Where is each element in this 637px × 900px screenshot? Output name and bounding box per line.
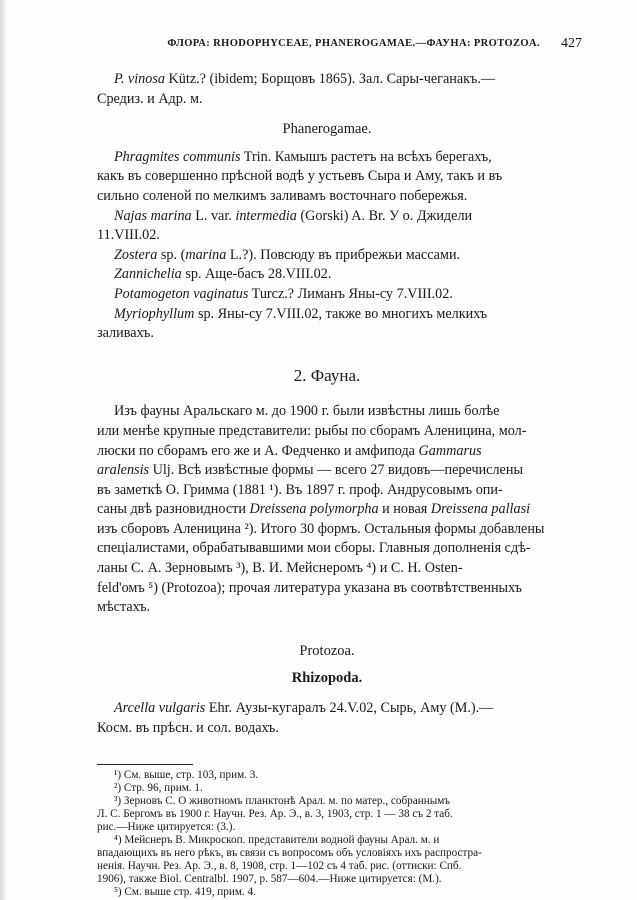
footnote-5: ⁵) См. выше стр. 419, прим. 4. [114,886,256,899]
fauna-paragraph-line [97,461,557,481]
chapter-heading-fauna: 2. Фауна. [293,365,361,385]
running-title: ФЛОРА: RHODOPHYCEAE, PHANEROGAMAE.—ФАУНА: PROTOZOA. [167,38,540,49]
fauna-paragraph-line: feld'омъ ⁵) (Protozoa); прочая литература указана въ соотвѣтственныхъ [97,579,522,596]
entry-text: sp. Аще-басъ 28.VIII.02. [181,266,332,283]
entry-text: sp. Яны-су 7.VIII.02, также во многихъ мелкихъ [194,305,488,322]
footnote-divider [97,764,193,765]
entry-phragmites [97,148,557,168]
entry-text: sp. ( [157,246,186,263]
footnote-3: ³) Зерновъ С. О животномъ планктонѣ Арал. м. по матер., собраннымъ [114,795,451,808]
fauna-paragraph-line: въ заметкѣ О. Гримма (1881 ¹). Въ 1897 г. проф. Андрусовымъ опи- [97,481,503,498]
entry-potamogeton [97,285,557,305]
footnotes [97,769,557,899]
section-heading-phanerogamae: Phanerogamae. [282,121,372,138]
entry-line: 11.VIII.02. [97,227,160,244]
running-header [0,38,637,54]
taxon-name: Potamogeton vaginatus [114,285,249,302]
taxon-name: P. vinosa [114,71,165,87]
taxon-variety: intermedia [235,207,297,224]
fauna-paragraph-line: спеціалистами, обрабатывавшими мои сборы. Главныя дополненія сдѣ- [97,540,531,557]
entry-line: заливахъ. [97,325,154,342]
fauna-paragraph-line: Изъ фауны Аральскаго м. до 1900 г. были извѣстны лишь болѣе [114,403,500,420]
text-run: Ulj. Всѣ извѣстные формы — всего 27 видовъ—перечислены [149,462,523,479]
entry-text: Trin. Камышъ растетъ на всѣхъ берегахъ, [240,148,492,165]
entry-zostera [97,246,557,266]
fauna-paragraph-line [97,500,557,520]
text-run: и новая [378,501,431,518]
entry-line: Косм. въ прѣсн. и сол. водахъ. [97,719,279,736]
entry-line: какъ въ совершенно прѣсной водѣ у устьевъ Сыра и Аму, такъ и въ [97,168,503,185]
footnote-4-line: 1906), также Biol. Centralbl. 1907, p. 587—604.—Ниже цитируется: (М.). [97,873,442,886]
fauna-paragraph-line [97,442,557,462]
footnote-4-line: ненія. Научн. Рез. Ар. Э., в. 8, 1908, стр. 1—102 съ 4 таб. рис. (оттиски: Спб. [97,860,462,873]
text-run: саны двѣ разновидности [97,501,250,518]
footnote-3-line: рис.—Ниже цитируется: (3.). [97,821,236,834]
taxon-name: aralensis [97,462,150,479]
text-run: люски по сборамъ его же и А. Федченко и амфипода [97,442,419,459]
entry-text: L.?). Повсюду въ прибрежьи массами. [226,246,461,263]
fauna-paragraph-line: изъ сборовъ Аленицина ²). Итого 30 формъ. Остальныя формы добавлены [97,520,545,537]
fauna-paragraph-line: ланы С. А. Зерновымъ ³), В. И. Мейснеромъ ⁴) и С. Н. Osten- [97,560,463,577]
fauna-paragraph-line: мѣстахъ. [97,599,151,616]
taxon-name: Gammarus [418,442,482,459]
taxon-name: Zannichelia [114,266,182,283]
taxon-name: Phragmites communis [114,148,241,165]
footnote-3-line: Л. С. Бергомъ въ 1900 г. Научн. Рез. Ар. Э., в. 3, 1903, стр. 1 — 38 съ 2 таб. [97,808,453,821]
footnote-2: ²) Стр. 96, прим. 1. [114,782,203,795]
page-number: 427 [561,36,582,51]
entry-text: Turcz.? Лиманъ Яны-су 7.VIII.02. [248,285,453,302]
entry-line: сильно соленой по мелкимъ заливамъ восточнаго побережья. [97,187,468,204]
subsection-heading-rhizopoda: Rhizopoda. [291,670,363,687]
page-edge-shadow [0,0,6,900]
taxon-name: Arcella vulgaris [114,700,206,717]
footnote-1: ¹) См. выше, стр. 103, прим. 3. [114,769,259,782]
entry-text: Ehr. Аузы-кугаралъ 24.V.02, Сырь, Аму (М.).— [205,700,494,717]
taxon-name: Dreissena polymorpha [249,501,379,518]
taxon-name: Dreissena pallasi [430,501,531,518]
taxon-name: Zostera [114,246,158,263]
fauna-paragraph-line: или менѣе крупные представители: рыбы по сборамъ Аленицина, мол- [97,422,527,439]
entry-najas [97,207,557,227]
entry-text: Kütz.? (ibidem; Борщовъ 1865). Зал. Сары-чеганакъ.— [164,71,496,87]
section-heading-protozoa: Protozoa. [299,642,355,659]
taxon-variety: marina [185,246,227,263]
entry-line: Средиз. и Адр. м. [97,90,203,107]
entry-text: (Gorski) A. Br. У о. Джидели [296,207,473,224]
main-text [97,70,557,899]
footnote-4-line: впадающихъ въ него рѣкъ, въ связи съ вопросомъ объ условіяхъ ихъ распростра- [97,847,482,860]
entry-text: L. var. [191,207,236,224]
entry-myriophyllum [97,305,557,325]
entry-porphyra-vinosa [97,70,557,90]
footnote-4: ⁴) Мейснеръ В. Микроскоп. представители водной фауны Арал. м. и [114,834,440,847]
entry-zannichelia [97,265,557,285]
taxon-name: Myriophyllum [114,305,195,322]
taxon-name: Najas marina [114,207,192,224]
entry-arcella [97,699,557,719]
